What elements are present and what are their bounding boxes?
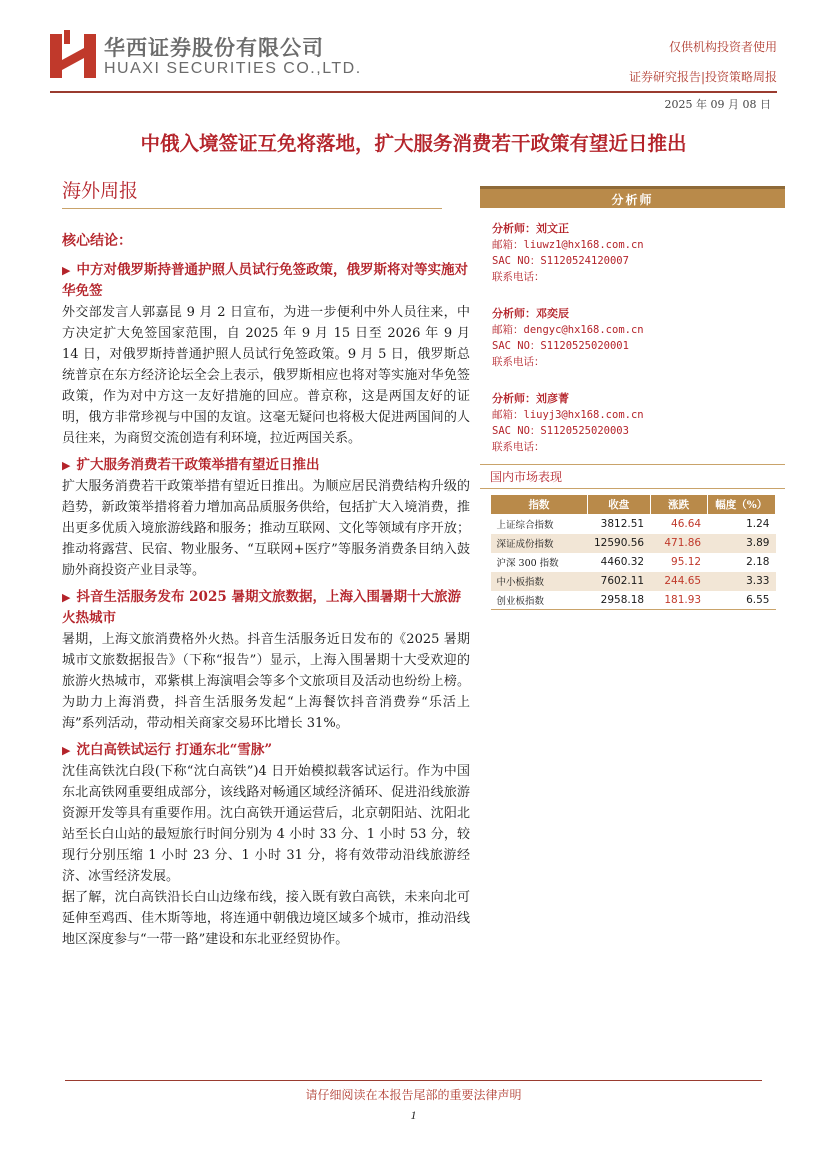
analyst-sac: SAC NO：S1120525020001 (492, 340, 629, 352)
index-close: 3812.51 (600, 518, 645, 531)
index-close: 12590.56 (587, 534, 650, 553)
section-heading: ▶ 扩大服务消费若干政策举措有望近日推出 (62, 457, 320, 473)
index-pct: 6.55 (707, 591, 775, 610)
column-header: 幅度（%） (707, 495, 775, 515)
analyst-panel (480, 186, 785, 465)
analyst-card (480, 305, 785, 370)
index-name: 创业板指数 (491, 591, 588, 610)
section-heading: ▶ 抖音生活服务发布 2025 暑期文旅数据，上海入围暑期十大旅游火热城市 (62, 589, 461, 626)
company-name-cn: 华西证券股份有限公司 (104, 36, 324, 60)
section-body: 暑期，上海文旅消费格外火热。抖音生活服务近日发布的《2025 暑期城市文旅数据报告》（下称“报告”）显示，上海入围暑期十大受欢迎的旅游火热城市，邓紫棋上海演唱会等多个文旅项目及活动也纷纷上榜。为助力上海消费，抖音生活服务发起“上海餐饮抖音消费券“乐活上海”系列活动，带动相关商家交易环比增长 31%。 (62, 632, 470, 731)
section-body: 扩大服务消费若干政策举措有望近日推出。为顺应居民消费结构升级的趋势，新政策举措将着力增加高品质服务供给，包括扩大入境消费，推出更多优质入境旅游线路和服务；推动互联网、文化等领域有序开放；推动将露营、民宿、物业服务、“互联网+医疗”等服务消费条目纳入鼓励外商投资产业目录等。 (62, 479, 470, 578)
column-header: 涨跌 (650, 495, 707, 515)
analyst-header: 分析师 (480, 186, 785, 208)
report-title: 中俄入境签证互免将落地，扩大服务消费若干政策有望近日推出 (140, 132, 687, 155)
analyst-card (480, 220, 785, 285)
analyst-panel-divider (480, 455, 785, 465)
section-heading: ▶ 中方对俄罗斯持普通护照人员试行免签政策，俄罗斯将对等实施对华免签 (62, 262, 468, 299)
analyst-email[interactable]: 邮箱：liuyj3@hx168.com.cn (492, 409, 644, 421)
analyst-sac: SAC NO：S1120524120007 (492, 255, 629, 267)
analyst-phone: 联系电话： (492, 356, 545, 368)
analyst-phone: 联系电话： (492, 271, 545, 283)
header-divider (50, 91, 777, 93)
index-name: 深证成份指数 (491, 534, 588, 553)
table-row (491, 553, 776, 572)
analyst-name: 分析师：刘彦菁 (492, 392, 569, 405)
table-row (491, 572, 776, 591)
section-body: 沈佳高铁沈白段(下称“沈白高铁”)4 日开始模拟载客试运行。作为中国东北高铁网重要组成部分，该线路对畅通区域经济循环、促进沿线旅游资源开发等具有重要作用。沈白高铁开通运营后，北京朝阳站、沈阳北站至长白山站的最短旅行时间分别为 4 小时 33 分、1 小时 53 分，较现行分别压缩 1 小时 23 分、1 小时 31 分，将有效带动沿线旅游经济、冰雪经济发展。 (62, 764, 470, 884)
report-date: 2025 年 09 月 08 日 (664, 98, 771, 111)
analyst-name: 分析师：刘文正 (492, 222, 569, 235)
report-type-divider (62, 208, 442, 209)
index-change: 95.12 (671, 556, 702, 568)
triangle-bullet-icon: ▶ (62, 459, 71, 472)
analyst-card (480, 390, 785, 455)
index-close: 7602.11 (587, 572, 650, 591)
audience-note: 仅供机构投资者使用 (668, 40, 777, 54)
core-conclusion-label: 核心结论： (62, 233, 132, 249)
table-row (491, 515, 776, 534)
analyst-phone: 联系电话： (492, 441, 545, 453)
index-pct: 1.24 (746, 518, 770, 531)
triangle-bullet-icon: ▶ (62, 591, 71, 604)
main-content (62, 230, 470, 950)
column-header: 收盘 (587, 495, 650, 515)
index-close: 2958.18 (587, 591, 650, 610)
triangle-bullet-icon: ▶ (62, 744, 71, 757)
index-pct: 2.18 (746, 556, 770, 568)
triangle-bullet-icon: ▶ (62, 264, 71, 277)
section-body: 据了解，沈白高铁沿长白山边缘布线，接入既有敦白高铁，未来向北可延伸至鸡西、佳木斯等地，将连通中朝俄边境区域多个城市，推动沿线地区深度参与“一带一路”建设和东北亚经贸协作。 (62, 890, 470, 947)
analyst-email[interactable]: 邮箱：liuwz1@hx168.com.cn (492, 239, 644, 251)
huaxi-logo-icon (50, 30, 96, 78)
section-heading: ▶ 沈白高铁试运行 打通东北“雪脉” (62, 742, 273, 758)
report-category: 证券研究报告|投资策略周报 (628, 70, 777, 84)
index-change: 181.93 (650, 591, 707, 610)
analyst-name: 分析师：邓奕辰 (492, 307, 569, 320)
index-change: 471.86 (650, 534, 707, 553)
column-header: 指数 (491, 495, 588, 515)
analyst-email[interactable]: 邮箱：dengyc@hx168.com.cn (492, 324, 644, 336)
index-change: 46.64 (671, 518, 702, 531)
market-section-title: 国内市场表现 (490, 470, 563, 484)
section-body: 外交部发言人郭嘉昆 9 月 2 日宣布，为进一步便利中外人员往来，中方决定扩大免签国家范围，自 2025 年 9 月 15 日至 2026 年 9 月 14 日，对俄罗斯持普通护照人员试行免签政策。9 月 5 日，俄罗斯总统普京在东方经济论坛全会上表示，俄罗斯相应也将对等实施对华免签政策，作为对中方这一友好措施的回应。普京称，这是两国友好的证明，俄方非常珍视与中国的友谊。这毫无疑问也将极大促进两国间的人员往来，为商贸交流创造有利环境，拉近两国关系。 (62, 305, 470, 446)
legal-notice: 请仔细阅读在本报告尾部的重要法律声明 (305, 1088, 522, 1102)
table-row (491, 591, 776, 610)
table-row (491, 534, 776, 553)
index-pct: 3.33 (707, 572, 775, 591)
index-close: 4460.32 (600, 556, 645, 568)
index-pct: 3.89 (707, 534, 775, 553)
footer-divider (65, 1080, 762, 1081)
analyst-sac: SAC NO：S1120525020003 (492, 425, 629, 437)
company-name-en: HUAXI SECURITIES CO.,LTD. (104, 60, 362, 77)
market-section-divider (480, 488, 785, 489)
index-change: 244.65 (650, 572, 707, 591)
page-number: 1 (410, 1108, 417, 1122)
index-name: 上证综合指数 (496, 520, 554, 532)
market-table (490, 494, 776, 610)
index-name: 沪深 300 指数 (496, 558, 559, 569)
index-name: 中小板指数 (491, 572, 588, 591)
report-type: 海外周报 (62, 180, 139, 202)
